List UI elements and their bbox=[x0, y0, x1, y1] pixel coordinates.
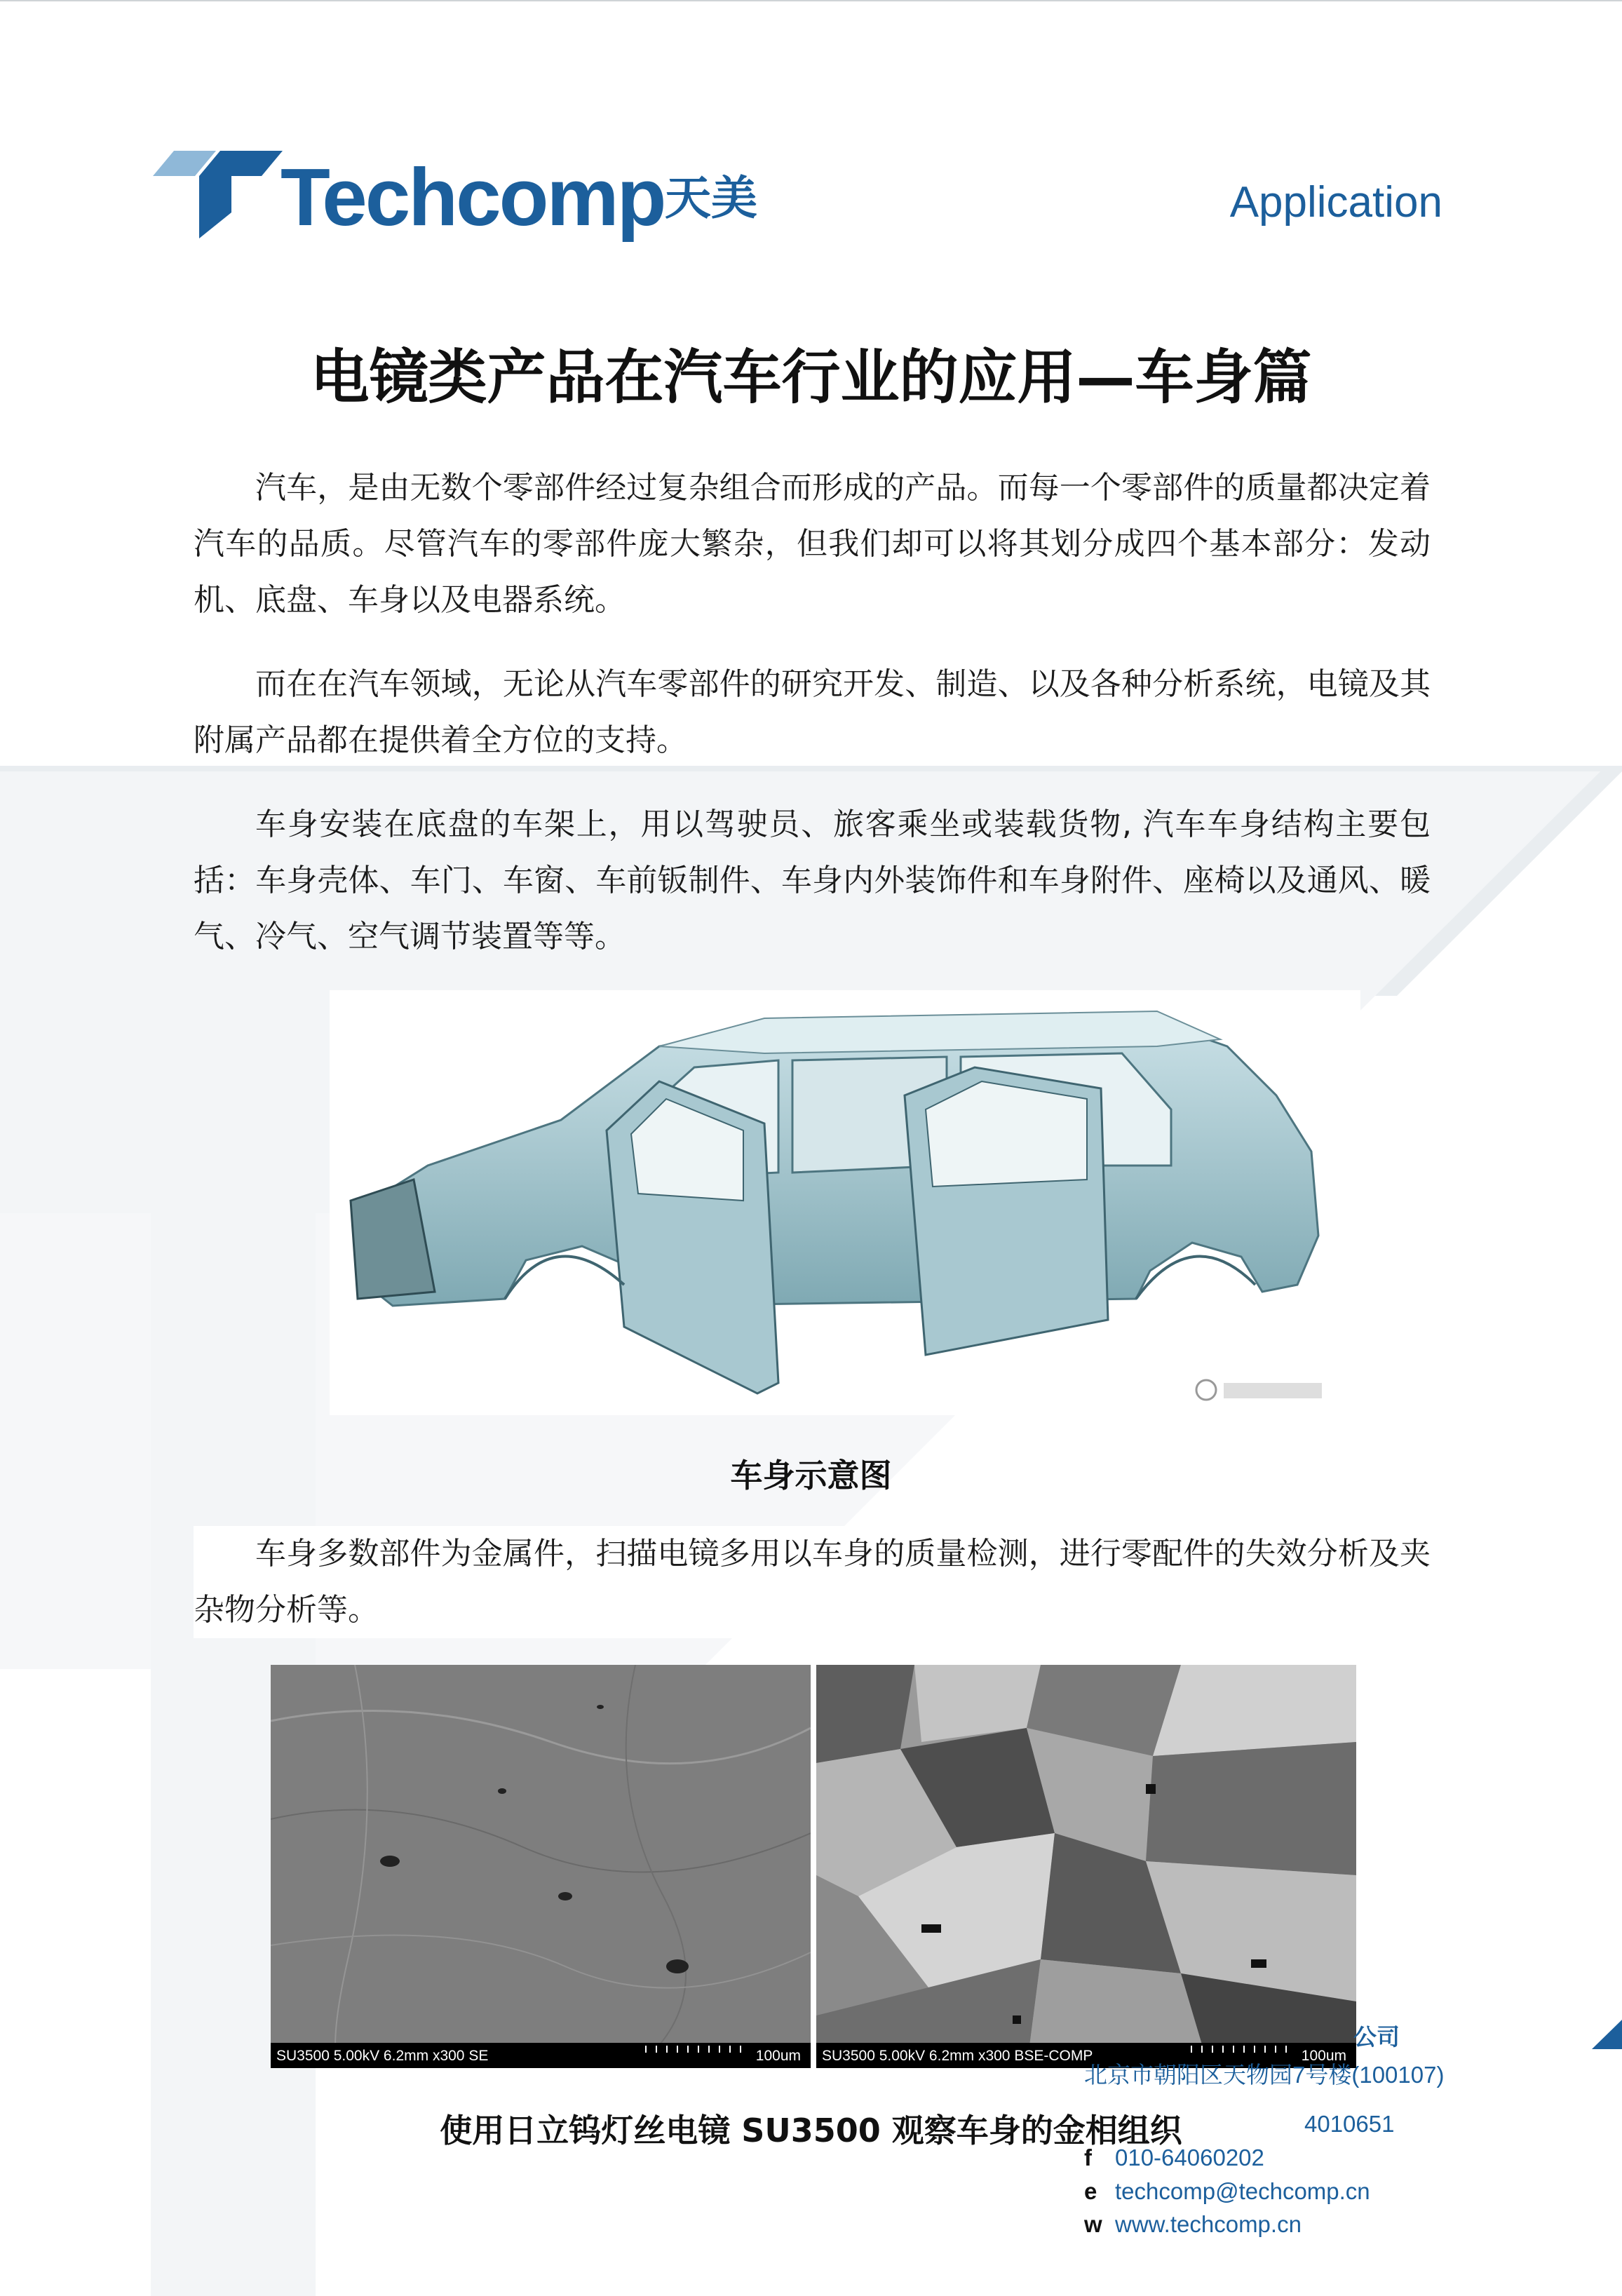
contact-email bbox=[1084, 2180, 1370, 2203]
paragraph-intro: 汽车，是由无数个零部件经过复杂组合而形成的产品。而每一个零部件的质量都决定着汽车的品质。尽管汽车的零部件庞大繁杂，但我们却可以将其划分成四个基本部分：发动机、底盘、车身以及电器系统。 bbox=[194, 470, 1431, 618]
email-value[interactable]: techcomp@techcomp.cn bbox=[1115, 2178, 1370, 2204]
paragraph-body-structure: 车身安装在底盘的车架上，用以驾驶员、旅客乘坐或装载货物, 汽车车身结构主要包括：车身壳体、车门、车窗、车前钣制件、车身内外装饰件和车身附件、座椅以及通风、暖气、冷气、空气调节装置等等。 bbox=[194, 806, 1431, 954]
fax-value: 010-64060202 bbox=[1115, 2145, 1264, 2170]
paragraph-sem-usage: 车身多数部件为金属件，扫描电镜多用以车身的质量检测，进行零配件的失效分析及夹杂物分析等。 bbox=[194, 1526, 1431, 1638]
sem-se-databar bbox=[271, 2043, 811, 2068]
fax-label: f bbox=[1084, 2145, 1092, 2170]
paragraph-support: 而在在汽车领域，无论从汽车零部件的研究开发、制造、以及各种分析系统，电镜及其附属产品都在提供着全方位的支持。 bbox=[194, 666, 1431, 758]
car-body-image bbox=[330, 990, 1360, 1415]
sem-image-bse bbox=[816, 1665, 1356, 2068]
sem-bse-texture bbox=[816, 1665, 1356, 2068]
contact-website bbox=[1084, 2213, 1302, 2236]
logo-chinese: 天美 bbox=[665, 171, 757, 225]
email-label: e bbox=[1084, 2178, 1097, 2204]
logo-wordmark: Techcomp bbox=[281, 151, 665, 243]
contact-address: 北京市朝阳区天物园7号楼(100107) bbox=[1084, 2062, 1445, 2088]
top-rule bbox=[0, 0, 1622, 1]
sem-se-texture bbox=[271, 1665, 811, 2068]
sem-bse-scale: 100um bbox=[1301, 2048, 1346, 2064]
techcomp-logo-icon bbox=[153, 151, 283, 238]
contact-phone: 4010651 bbox=[1304, 2111, 1395, 2137]
sem-image-se bbox=[271, 1665, 811, 2068]
website-label: w bbox=[1084, 2211, 1102, 2237]
car-image-caption: 车身示意图 bbox=[730, 1457, 892, 1494]
sem-bse-info: SU3500 5.00kV 6.2mm x300 BSE-COMP bbox=[822, 2048, 1093, 2064]
page-title: 电镜类产品在汽车行业的应用—车身篇 bbox=[310, 343, 1312, 412]
sem-se-scale: 100um bbox=[755, 2048, 801, 2064]
sem-se-info: SU3500 5.00kV 6.2mm x300 SE bbox=[276, 2048, 489, 2064]
sem-image-caption: 使用日立钨灯丝电镜 SU3500 观察车身的金相组织 bbox=[440, 2112, 1182, 2149]
scale-ticks bbox=[645, 2046, 750, 2053]
website-value[interactable]: www.techcomp.cn bbox=[1115, 2211, 1302, 2237]
scale-ticks bbox=[1191, 2046, 1296, 2053]
section-label: Application bbox=[1229, 178, 1442, 227]
contact-company: 公司 bbox=[1353, 2024, 1400, 2050]
